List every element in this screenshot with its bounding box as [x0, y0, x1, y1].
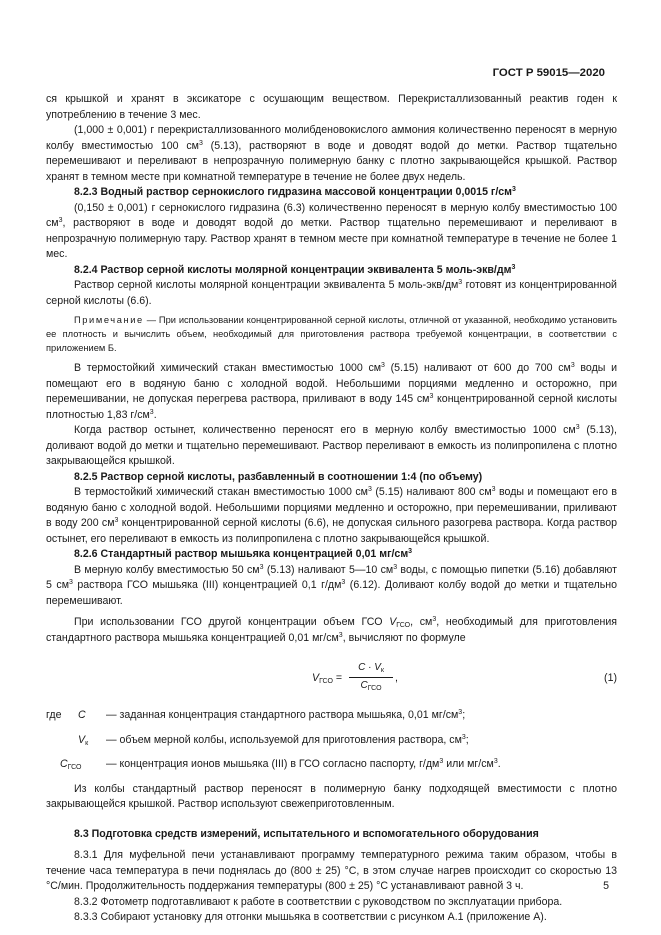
- section-8-2-4-para-2: В термостойкий химический стакан вместимостью 1000 $см^3$ (5.15) наливают от 600 до 700 $см^3$ воды и помещают его в водяную баню с холодной водой. Небольшими порциями медленно и осторожно, при перемешивании, не допуская перегрева раствора, приливают в воду 145 $см^3$ концентрированной серной кислоты плотностью 1,83 $г/см^3$.: [46, 362, 617, 421]
- document-body: [46, 92, 617, 926]
- formula-legend: [46, 708, 617, 773]
- after-formula-paragraph: Из колбы стандартный раствор переносят в полимерную банку подходящей вместимости с плотно закрывающейся крышкой. Раствор используют свежеприготовленным.: [46, 782, 617, 810]
- formula-fraction: [349, 660, 393, 693]
- formula-denominator: $C_{ГСО}$: [360, 679, 382, 692]
- formula-number: (1): [604, 672, 617, 684]
- section-8-2-4-heading: 8.2.4 Раствор серной кислоты молярной концентрации эквивалента 5 моль-$экв/дм^3$: [74, 263, 516, 276]
- legend-symbol: $V_к$: [78, 733, 89, 747]
- standard-header: ГОСТ Р 59015—2020: [492, 67, 605, 79]
- legend-key: где: [46, 709, 62, 721]
- section-8-2-3-heading: 8.2.3 Водный раствор сернокислого гидразина массовой концентрации 0,0015 $г/см^3$: [74, 186, 516, 198]
- section-8-2-6-para-2: При использовании ГСО другой концентрации объем ГСО $V_{ГСО}$, $см^3$, необходимый для приготовления стандартного раствора мышьяка концентрацией 0,01 $мг/см^3$, вычисляют по формуле: [46, 616, 617, 644]
- section-8-2-4-para-3: Когда раствор остынет, количественно переносят его в мерную колбу вместимостью 1000 $см^3$ (5.13), доливают водой до метки и тщательно перемешивают. Раствор переливают в емкость из полипропилена с плотно закрывающейся крышкой.: [46, 424, 618, 467]
- section-8-3-heading: 8.3 Подготовка средств измерений, испытательного и вспомогательного оборудования: [74, 827, 539, 840]
- section-8-2-3-text: (0,150 ± 0,001) г сернокислого гидразина (6.3) количественно переносят в мерную колбу вместимостью 100 $см^3$, растворяют в воде и доводят водой до метки. Раствор тщательно перемешивают и переливают в непрозрачную полимерную тару. Раствор хранят в темном месте при комнатной температуре в течение не более 1 мес.: [46, 201, 617, 260]
- formula-numerator: $C \cdot V_к$: [349, 660, 393, 678]
- section-8-2-5-text: В термостойкий химический стакан вместимостью 1000 $см^3$ (5.15) наливают 800 $см^3$ воды и помещают его в водяную баню с холодной водой. Небольшими порциями медленно и осторожно, при перемешивании, приливают в воду 200 $см^3$ концентрированной серной кислоты (6.6), не допуская сильного разогрева раствора. Когда раствор остынет, его переливают в емкость из полипропилена с плотно закрывающейся крышкой.: [46, 486, 618, 545]
- formula-trail: ,: [395, 672, 398, 684]
- section-8-2-6-heading: 8.2.6 Стандартный раствор мышьяка концентрацией 0,01 $мг/см^3$: [74, 548, 413, 560]
- section-8-2-4-text: Раствор серной кислоты молярной концентрации эквивалента 5 моль-$экв/дм^3$ готовят из концентрированной серной кислоты (6.6).: [46, 279, 617, 307]
- section-8-2-6-text: В мерную колбу вместимостью 50 $см^3$ (5.13) наливают 5—10 $см^3$ воды, с помощью пипетки (5.16) добавляют 5 $см^3$ раствора ГСО мышьяка (III) концентрацией 0,1 $г/дм^3$ (6.12). Доливают колбу водой до метки и тщательно перемешивают.: [46, 563, 617, 607]
- continued-paragraph: ся крышкой и хранят в эксикаторе с осушающим веществом. Перекристаллизованный реактив годен к употреблению в течение 3 мес.: [46, 93, 617, 121]
- legend-row: $C_{ГСО}$ — концентрация ионов мышьяка (III) в ГСО согласно паспорту, $г/дм^3$ или $мг/см^3$.: [60, 758, 501, 771]
- section-8-3-2: 8.3.2 Фотометр подготавливают к работе в соответствии с руководством по эксплуатации прибора.: [74, 895, 563, 908]
- note-paragraph: Примечание — При использовании концентрированной серной кислоты, отличной от указанной, необходимо установить ее плотность и вычислить объем, необходимый для приготовления раствора требуемой концентрации, в соответствии с приложением Б.: [46, 315, 617, 353]
- legend-row: где C — заданная концентрация стандартного раствора мышьяка, 0,01 $мг/см^3$;: [46, 708, 617, 724]
- legend-row: $V_к$ — объем мерной колбы, используемой для приготовления раствора, $см^3$;: [78, 733, 469, 747]
- formula-1: [46, 660, 617, 696]
- molybdate-paragraph: (1,000 ± 0,001) г перекристаллизованного молибденовокислого аммония количественно переносят в мерную колбу вместимостью 100 $см^3$ (5.13), растворяют в воде и доводят водой до метки. Раствор тщательно перемешивают и переливают в непрозрачную полимерную банку с плотно закрывающейся крышкой. Раствор хранят в темном месте при комнатной температуре в течение не более двух недель.: [46, 124, 617, 183]
- legend-symbol: $C_{ГСО}$: [60, 758, 82, 771]
- formula-lhs: $V_{ГСО}$ =: [312, 672, 343, 685]
- section-8-3-3: 8.3.3 Собирают установку для отгонки мышьяка в соответствии с рисунком А.1 (приложение А).: [74, 911, 547, 923]
- legend-symbol: C: [78, 709, 86, 721]
- page-number: 5: [603, 880, 609, 892]
- section-8-3-1: 8.3.1 Для муфельной печи устанавливают программу температурного режима таким образом, чтобы в течение часа температура в печи поднялась до (800 ± 25) °С, в этом случае нагрев происходит со скоростью 13 °С/мин. Продолжительность поддержания температуры (800 ± 25) °С устанавливают равной 3 ч.: [46, 849, 617, 892]
- section-8-2-5-heading: 8.2.5 Раствор серной кислоты, разбавленный в соотношении 1:4 (по объему): [74, 470, 483, 483]
